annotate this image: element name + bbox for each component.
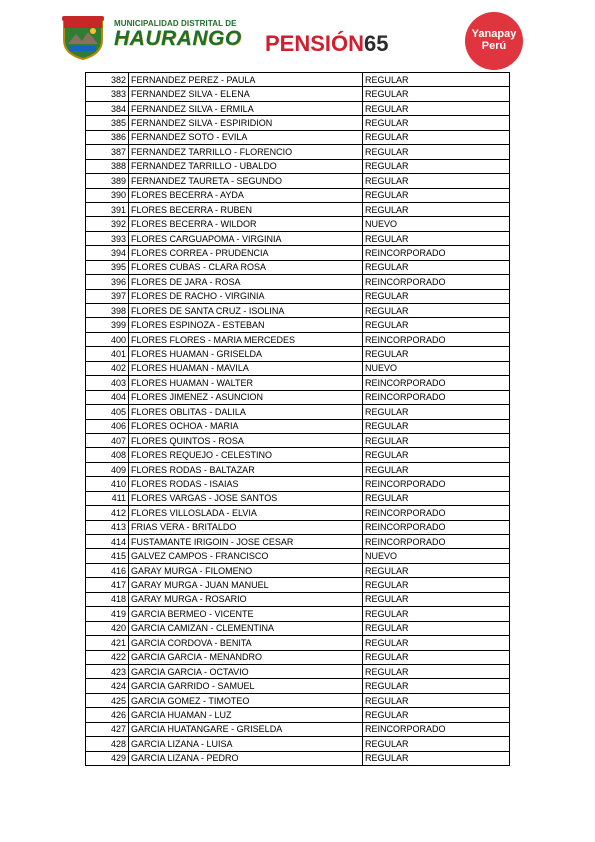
table-row	[86, 708, 510, 722]
beneficiary-status: REGULAR	[363, 621, 510, 635]
beneficiary-status: REGULAR	[363, 433, 510, 447]
table-row	[86, 737, 510, 751]
row-number: 426	[86, 708, 129, 722]
beneficiary-status: REGULAR	[363, 751, 510, 765]
beneficiary-name: FLORES ESPINOZA - ESTEBAN	[129, 318, 363, 332]
beneficiary-name: FLORES VARGAS - JOSE SANTOS	[129, 491, 363, 505]
table-row	[86, 520, 510, 534]
table-row	[86, 722, 510, 736]
beneficiary-status: REGULAR	[363, 73, 510, 87]
pension-logo-word: PENSIÓN	[265, 31, 365, 56]
municipality-emblem-icon	[60, 14, 106, 60]
row-number: 416	[86, 563, 129, 577]
beneficiary-status: REGULAR	[363, 231, 510, 245]
table-row	[86, 260, 510, 274]
row-number: 388	[86, 159, 129, 173]
beneficiary-name: FLORES BECERRA - WILDOR	[129, 217, 363, 231]
beneficiary-name: GARCIA GOMEZ - TIMOTEO	[129, 693, 363, 707]
table-row	[86, 246, 510, 260]
row-number: 384	[86, 101, 129, 115]
beneficiary-status: NUEVO	[363, 217, 510, 231]
beneficiary-status: REINCORPORADO	[363, 246, 510, 260]
beneficiary-name: GARAY MURGA - FILOMENO	[129, 563, 363, 577]
table-row	[86, 347, 510, 361]
table-row	[86, 116, 510, 130]
table-row	[86, 361, 510, 375]
row-number: 425	[86, 693, 129, 707]
beneficiary-name: GARAY MURGA - ROSARIO	[129, 592, 363, 606]
beneficiary-status: REINCORPORADO	[363, 275, 510, 289]
row-number: 382	[86, 73, 129, 87]
table-row	[86, 101, 510, 115]
beneficiary-status: REGULAR	[363, 116, 510, 130]
beneficiary-status: REGULAR	[363, 491, 510, 505]
row-number: 390	[86, 188, 129, 202]
beneficiary-status: REGULAR	[363, 87, 510, 101]
table-row	[86, 679, 510, 693]
municipality-name: HAURANGO	[114, 27, 242, 50]
row-number: 417	[86, 578, 129, 592]
table-row	[86, 159, 510, 173]
beneficiary-name: FLORES OBLITAS - DALILA	[129, 405, 363, 419]
table-row	[86, 578, 510, 592]
table-row	[86, 607, 510, 621]
table-row	[86, 376, 510, 390]
row-number: 383	[86, 87, 129, 101]
beneficiary-name: FLORES BECERRA - AYDA	[129, 188, 363, 202]
beneficiary-name: FERNANDEZ TARRILLO - FLORENCIO	[129, 145, 363, 159]
beneficiary-status: REGULAR	[363, 737, 510, 751]
beneficiary-name: FLORES DE SANTA CRUZ - ISOLINA	[129, 304, 363, 318]
table-row	[86, 231, 510, 245]
table-row	[86, 621, 510, 635]
beneficiary-status: REGULAR	[363, 679, 510, 693]
row-number: 400	[86, 332, 129, 346]
row-number: 412	[86, 506, 129, 520]
table-row	[86, 405, 510, 419]
row-number: 424	[86, 679, 129, 693]
row-number: 406	[86, 419, 129, 433]
table-row	[86, 289, 510, 303]
beneficiary-name: FLORES BECERRA - RUBEN	[129, 202, 363, 216]
beneficiary-name: FLORES CORREA - PRUDENCIA	[129, 246, 363, 260]
row-number: 421	[86, 636, 129, 650]
municipality-wordmark	[114, 19, 242, 50]
beneficiary-status: REGULAR	[363, 202, 510, 216]
row-number: 409	[86, 462, 129, 476]
table-row	[86, 145, 510, 159]
beneficiary-status: REGULAR	[363, 304, 510, 318]
beneficiary-status: REGULAR	[363, 578, 510, 592]
beneficiary-name: FLORES DE RACHO - VIRGINIA	[129, 289, 363, 303]
beneficiary-status: REINCORPORADO	[363, 477, 510, 491]
row-number: 411	[86, 491, 129, 505]
table-row	[86, 693, 510, 707]
row-number: 410	[86, 477, 129, 491]
table-row	[86, 477, 510, 491]
table-row	[86, 217, 510, 231]
table-row	[86, 130, 510, 144]
row-number: 423	[86, 664, 129, 678]
beneficiary-name: FLORES HUAMAN - MAVILA	[129, 361, 363, 375]
row-number: 391	[86, 202, 129, 216]
row-number: 396	[86, 275, 129, 289]
beneficiary-status: REGULAR	[363, 347, 510, 361]
row-number: 402	[86, 361, 129, 375]
row-number: 393	[86, 231, 129, 245]
beneficiary-name: FERNANDEZ TAURETA - SEGUNDO	[129, 174, 363, 188]
table-row	[86, 650, 510, 664]
beneficiary-status: REINCORPORADO	[363, 535, 510, 549]
row-number: 389	[86, 174, 129, 188]
yanapay-peru-logo	[465, 12, 523, 70]
beneficiary-name: FLORES OCHOA - MARIA	[129, 419, 363, 433]
table-row	[86, 636, 510, 650]
row-number: 385	[86, 116, 129, 130]
yanapay-logo-line1: Yanapay	[471, 28, 517, 40]
beneficiary-status: REGULAR	[363, 260, 510, 274]
table-row	[86, 433, 510, 447]
page-header	[0, 0, 595, 70]
beneficiary-status: REGULAR	[363, 159, 510, 173]
beneficiary-status: REGULAR	[363, 130, 510, 144]
beneficiary-name: FERNANDEZ SILVA - ERMILA	[129, 101, 363, 115]
table-row	[86, 535, 510, 549]
row-number: 419	[86, 607, 129, 621]
beneficiary-status: REGULAR	[363, 405, 510, 419]
row-number: 401	[86, 347, 129, 361]
beneficiary-name: FLORES CUBAS - CLARA ROSA	[129, 260, 363, 274]
beneficiary-status: REINCORPORADO	[363, 506, 510, 520]
table-row	[86, 751, 510, 765]
beneficiary-status: REGULAR	[363, 101, 510, 115]
row-number: 394	[86, 246, 129, 260]
table-row	[86, 506, 510, 520]
beneficiary-name: FLORES VILLOSLADA - ELVIA	[129, 506, 363, 520]
table-row	[86, 549, 510, 563]
beneficiary-name: FLORES HUAMAN - WALTER	[129, 376, 363, 390]
row-number: 395	[86, 260, 129, 274]
beneficiary-name: GARCIA GARCIA - MENANDRO	[129, 650, 363, 664]
row-number: 427	[86, 722, 129, 736]
row-number: 392	[86, 217, 129, 231]
beneficiary-status: REGULAR	[363, 563, 510, 577]
beneficiary-name: FLORES CARGUAPOMA - VIRGINIA	[129, 231, 363, 245]
beneficiary-name: FERNANDEZ PEREZ - PAULA	[129, 73, 363, 87]
pension-logo-number: 65	[364, 31, 389, 56]
row-number: 387	[86, 145, 129, 159]
row-number: 407	[86, 433, 129, 447]
beneficiary-name: FLORES JIMENEZ - ASUNCION	[129, 390, 363, 404]
beneficiary-name: GARCIA CORDOVA - BENITA	[129, 636, 363, 650]
row-number: 413	[86, 520, 129, 534]
beneficiary-status: NUEVO	[363, 361, 510, 375]
beneficiary-status: REGULAR	[363, 664, 510, 678]
table-row	[86, 332, 510, 346]
row-number: 428	[86, 737, 129, 751]
beneficiary-name: FLORES REQUEJO - CELESTINO	[129, 448, 363, 462]
beneficiary-name: FLORES RODAS - ISAIAS	[129, 477, 363, 491]
beneficiary-name: GARAY MURGA - JUAN MANUEL	[129, 578, 363, 592]
beneficiary-name: FRIAS VERA - BRITALDO	[129, 520, 363, 534]
beneficiary-status: REGULAR	[363, 318, 510, 332]
table-row	[86, 202, 510, 216]
table-row	[86, 73, 510, 87]
row-number: 418	[86, 592, 129, 606]
row-number: 422	[86, 650, 129, 664]
table-row	[86, 491, 510, 505]
row-number: 398	[86, 304, 129, 318]
beneficiary-status: REGULAR	[363, 636, 510, 650]
table-row	[86, 188, 510, 202]
beneficiary-name: GARCIA BERMEO - VICENTE	[129, 607, 363, 621]
row-number: 397	[86, 289, 129, 303]
table-row	[86, 448, 510, 462]
beneficiary-name: GARCIA GARCIA - OCTAVIO	[129, 664, 363, 678]
beneficiary-status: REINCORPORADO	[363, 332, 510, 346]
row-number: 386	[86, 130, 129, 144]
beneficiary-status: REGULAR	[363, 174, 510, 188]
row-number: 404	[86, 390, 129, 404]
table-row	[86, 592, 510, 606]
table-row	[86, 390, 510, 404]
beneficiary-table-body	[86, 73, 510, 766]
beneficiary-status: REGULAR	[363, 448, 510, 462]
beneficiary-status: REINCORPORADO	[363, 520, 510, 534]
table-row	[86, 87, 510, 101]
beneficiary-name: GARCIA LIZANA - LUISA	[129, 737, 363, 751]
row-number: 405	[86, 405, 129, 419]
table-row	[86, 304, 510, 318]
beneficiary-status: REGULAR	[363, 607, 510, 621]
row-number: 399	[86, 318, 129, 332]
beneficiary-status: REGULAR	[363, 650, 510, 664]
beneficiary-name: FLORES FLORES - MARIA MERCEDES	[129, 332, 363, 346]
table-row	[86, 318, 510, 332]
beneficiary-name: FUSTAMANTE IRIGOIN - JOSE CESAR	[129, 535, 363, 549]
municipality-subtitle: MUNICIPALIDAD DISTRITAL DE	[114, 19, 237, 28]
beneficiary-name: FERNANDEZ TARRILLO - UBALDO	[129, 159, 363, 173]
beneficiary-status: REGULAR	[363, 419, 510, 433]
row-number: 408	[86, 448, 129, 462]
beneficiary-name: FERNANDEZ SILVA - ESPIRIDION	[129, 116, 363, 130]
beneficiary-name: GALVEZ CAMPOS - FRANCISCO	[129, 549, 363, 563]
beneficiary-name: GARCIA LIZANA - PEDRO	[129, 751, 363, 765]
beneficiary-status: REGULAR	[363, 708, 510, 722]
beneficiary-status: REGULAR	[363, 145, 510, 159]
beneficiary-status: REGULAR	[363, 188, 510, 202]
pension65-logo	[265, 32, 389, 56]
beneficiary-name: FERNANDEZ SILVA - ELENA	[129, 87, 363, 101]
beneficiary-table	[85, 72, 510, 766]
table-row	[86, 419, 510, 433]
row-number: 429	[86, 751, 129, 765]
table-row	[86, 563, 510, 577]
beneficiary-name: GARCIA HUATANGARE - GRISELDA	[129, 722, 363, 736]
beneficiary-status: REINCORPORADO	[363, 390, 510, 404]
beneficiary-status: REINCORPORADO	[363, 376, 510, 390]
row-number: 420	[86, 621, 129, 635]
beneficiary-status: REGULAR	[363, 592, 510, 606]
beneficiary-name: GARCIA GARRIDO - SAMUEL	[129, 679, 363, 693]
beneficiary-name: FLORES DE JARA - ROSA	[129, 275, 363, 289]
beneficiary-status: NUEVO	[363, 549, 510, 563]
row-number: 403	[86, 376, 129, 390]
beneficiary-name: FLORES HUAMAN - GRISELDA	[129, 347, 363, 361]
beneficiary-name: FERNANDEZ SOTO - EVILA	[129, 130, 363, 144]
beneficiary-status: REGULAR	[363, 693, 510, 707]
table-row	[86, 664, 510, 678]
beneficiary-name: FLORES QUINTOS - ROSA	[129, 433, 363, 447]
table-row	[86, 174, 510, 188]
table-row	[86, 275, 510, 289]
row-number: 415	[86, 549, 129, 563]
beneficiary-status: REINCORPORADO	[363, 722, 510, 736]
beneficiary-name: GARCIA CAMIZAN - CLEMENTINA	[129, 621, 363, 635]
row-number: 414	[86, 535, 129, 549]
table-row	[86, 462, 510, 476]
beneficiary-status: REGULAR	[363, 289, 510, 303]
beneficiary-name: FLORES RODAS - BALTAZAR	[129, 462, 363, 476]
beneficiary-status: REGULAR	[363, 462, 510, 476]
yanapay-logo-line2: Perú	[481, 40, 507, 52]
beneficiary-name: GARCIA HUAMAN - LUZ	[129, 708, 363, 722]
